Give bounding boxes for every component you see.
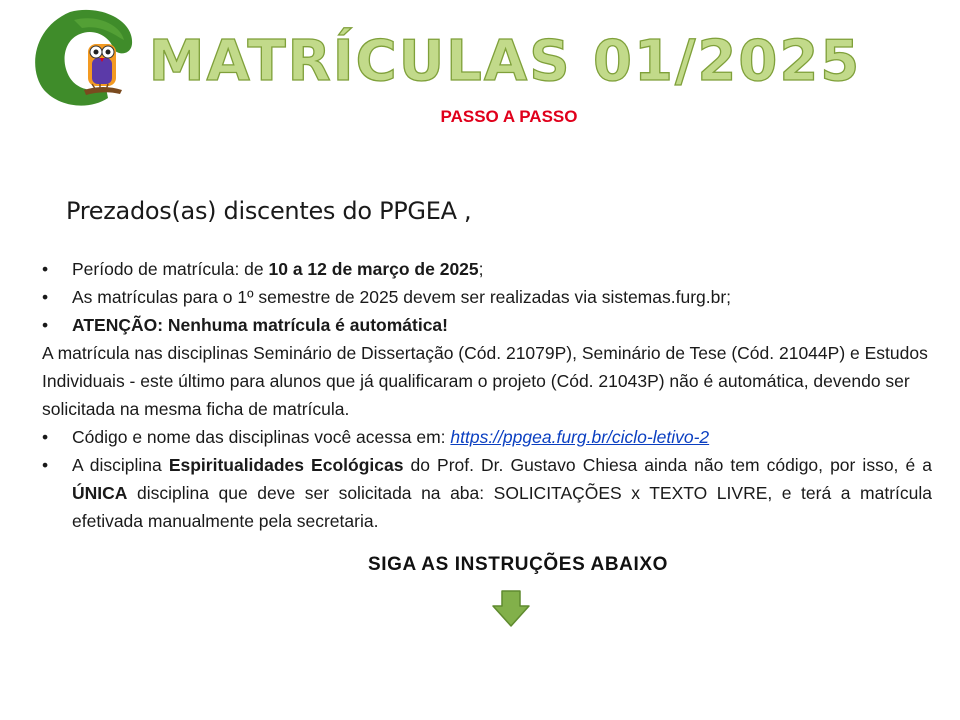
bullet-attention: [42, 311, 932, 339]
bullet-enrollment-system: [42, 283, 932, 311]
bullet-dot: •: [42, 259, 49, 279]
bullet-text: Código e nome das disciplinas você acessa em:: [72, 427, 451, 447]
bullet-enrollment-period: [42, 255, 932, 283]
unique-emphasis: ÚNICA: [72, 483, 128, 503]
bullet-text: As matrículas para o 1º semestre de 2025 devem ser realizadas via sistemas.furg.br;: [72, 287, 732, 307]
bullet-special-course: [42, 451, 932, 535]
bullet-dot: •: [42, 287, 49, 307]
course-codes-link[interactable]: https://ppgea.furg.br/ciclo-letivo-2: [450, 427, 710, 447]
enrollment-paragraph: A matrícula nas disciplinas Seminário de Dissertação (Cód. 21079P), Seminário de Tese (Cód. 21044P) e Estudos Individuais - este último para alunos que já qualificaram o projeto (Cód. 21043P) não é automática, devendo ser solicitada na mesma ficha de matrícula.: [42, 343, 928, 419]
notice-body: [42, 255, 932, 535]
course-name: Espiritualidades Ecológicas: [168, 455, 404, 475]
page-title: MATRÍCULAS 01/2025: [148, 29, 862, 94]
arrow-down-icon: [491, 590, 531, 628]
bullet-text-mid: do Prof. Dr. Gustavo Chiesa ainda não tem código, por isso, é a: [403, 455, 932, 475]
bullet-text-end: disciplina que deve ser solicitada na aba: SOLICITAÇÕES x TEXTO LIVRE, e terá a matrícula efetivada manualmente pela secretaria.: [72, 483, 932, 531]
page-subtitle: PASSO A PASSO: [440, 107, 578, 126]
bullet-text: A disciplina: [72, 455, 169, 475]
attention-text: ATENÇÃO: Nenhuma matrícula é automática!: [72, 315, 448, 335]
bullet-text: Período de matrícula: de: [72, 259, 269, 279]
instructions-heading: SIGA AS INSTRUÇÕES ABAIXO: [367, 554, 669, 575]
greeting: Prezados(as) discentes do PPGEA ,: [66, 197, 472, 225]
bullet-dot: •: [42, 455, 49, 475]
enrollment-dates: 10 a 12 de março de 2025: [268, 259, 479, 279]
bullet-dot: •: [42, 427, 49, 447]
bullet-text-end: ;: [478, 259, 484, 279]
bullet-dot: •: [42, 315, 49, 335]
bullet-course-codes: [42, 423, 932, 451]
